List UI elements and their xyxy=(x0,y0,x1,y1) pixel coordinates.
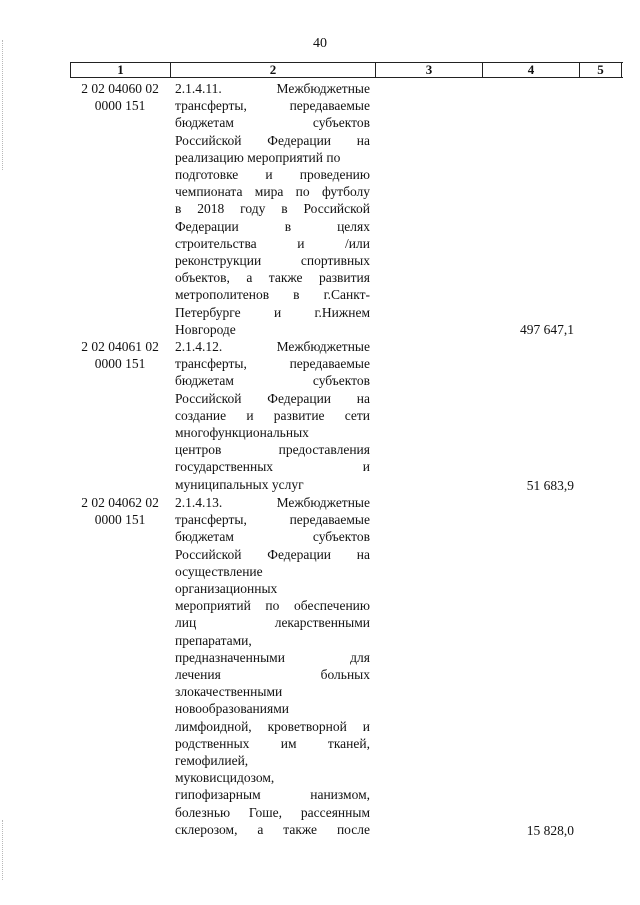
row-3-desc-line: трансферты, передаваемые xyxy=(175,512,370,528)
scan-edge-mark-bottom xyxy=(2,820,4,880)
row-2-desc-line: бюджетам субъектов xyxy=(175,373,370,389)
row-3-desc-line: предназначенными для xyxy=(175,649,370,665)
row-3-code-line-1: 2 02 04062 02 xyxy=(81,495,159,510)
row-1-desc-line: реализацию мероприятий по xyxy=(175,149,341,165)
row-2-code xyxy=(72,338,168,372)
row-1-desc-line: трансферты, передаваемые xyxy=(175,98,370,114)
column-header-2: 2 xyxy=(171,63,376,77)
row-1-desc-line: Российской Федерации на xyxy=(175,132,370,148)
row-3-desc-line: муковисцидозом, xyxy=(175,770,275,786)
row-2-desc-line: 2.1.4.12. Межбюджетные xyxy=(175,339,370,354)
row-3-desc-line: новообразованиями xyxy=(175,701,289,717)
row-1-description xyxy=(175,80,370,338)
row-2-code-line-2: 0000 151 xyxy=(94,356,146,372)
scan-edge-mark-top xyxy=(2,40,4,170)
column-header-5: 5 xyxy=(580,63,622,77)
row-3-amount: 15 828,0 xyxy=(526,823,574,838)
row-3-description xyxy=(175,494,370,838)
row-3-desc-line: склерозом, а также после xyxy=(175,821,370,837)
column-header-3: 3 xyxy=(376,63,483,77)
row-1-code xyxy=(72,80,168,114)
row-1-desc-line: подготовке и проведению xyxy=(175,167,370,183)
column-header-4: 4 xyxy=(483,63,580,77)
row-3-desc-line: гемофилией, xyxy=(175,753,249,769)
row-1-desc-line: строительства и /или xyxy=(175,235,370,251)
row-1-desc-line: в 2018 году в Российской xyxy=(175,201,370,217)
row-1-desc-line: реконструкции спортивных xyxy=(175,253,370,269)
row-3-code xyxy=(72,494,168,528)
row-1-desc-line: Петербурге и г.Нижнем xyxy=(175,304,370,320)
row-3-desc-line: злокачественными xyxy=(175,684,283,700)
row-2-desc-line: создание и развитие сети xyxy=(175,407,370,423)
page-number: 40 xyxy=(313,36,327,51)
row-1-code-line-1: 2 02 04060 02 xyxy=(81,81,159,96)
row-3-desc-line: препаратами, xyxy=(175,632,252,648)
row-2-desc-line: Российской Федерации на xyxy=(175,390,370,406)
row-3-desc-line: организационных xyxy=(175,581,278,597)
row-2-desc-line: многофункциональных xyxy=(175,425,309,441)
row-1-desc-line: бюджетам субъектов xyxy=(175,115,370,131)
row-1-desc-line: 2.1.4.11. Межбюджетные xyxy=(175,81,370,96)
row-3-desc-line: гипофизарным нанизмом, xyxy=(175,787,370,803)
row-2-amount: 51 683,9 xyxy=(526,478,574,493)
row-3-desc-line: лечения больных xyxy=(175,667,370,683)
row-3-desc-line: осуществление xyxy=(175,563,263,579)
row-3-desc-line: лимфоидной, кроветворной и xyxy=(175,718,370,734)
row-2-desc-line: государственных и xyxy=(175,459,370,475)
column-header-1: 1 xyxy=(71,63,171,77)
row-1-desc-line: чемпионата мира по футболу xyxy=(175,184,370,200)
table-header-row xyxy=(70,62,623,78)
row-1-code-line-2: 0000 151 xyxy=(94,98,146,114)
row-3-desc-line: болезнью Гоше, рассеянным xyxy=(175,804,370,820)
row-2-code-line-1: 2 02 04061 02 xyxy=(81,339,159,354)
row-3-desc-line: родственных им тканей, xyxy=(175,735,370,751)
row-3-code-line-2: 0000 151 xyxy=(94,512,146,528)
row-1-desc-line: метрополитенов в г.Санкт- xyxy=(175,287,370,303)
row-1-desc-line: Федерации в целях xyxy=(175,218,370,234)
row-1-desc-line: Новгороде xyxy=(175,321,236,337)
row-3-desc-line: мероприятий по обеспечению xyxy=(175,598,370,614)
row-2-desc-line: муниципальных услуг xyxy=(175,476,304,492)
row-3-desc-line: бюджетам субъектов xyxy=(175,529,370,545)
row-3-desc-line: 2.1.4.13. Межбюджетные xyxy=(175,495,370,510)
row-1-desc-line: объектов, а также развития xyxy=(175,270,370,286)
row-2-desc-line: трансферты, передаваемые xyxy=(175,356,370,372)
row-1-amount: 497 647,1 xyxy=(520,322,574,337)
row-3-desc-line: лиц лекарственными xyxy=(175,615,370,631)
row-2-description xyxy=(175,338,370,493)
row-2-desc-line: центров предоставления xyxy=(175,442,370,458)
row-3-desc-line: Российской Федерации на xyxy=(175,546,370,562)
